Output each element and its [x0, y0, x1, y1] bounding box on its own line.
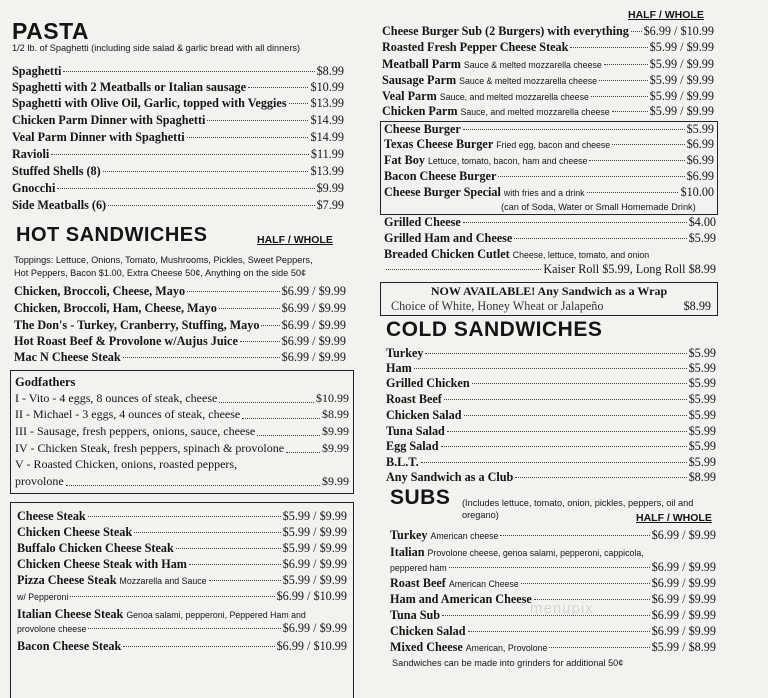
menu-item: Stuffed Shells (8) $13.99 [12, 164, 344, 178]
menu-item: Chicken, Broccoli, Cheese, Mayo $6.99 / $9.99 [14, 284, 346, 298]
hot-sandwiches-heading: HOT SANDWICHES [16, 224, 208, 246]
subs-heading: SUBS [390, 486, 451, 509]
menu-item: Roasted Fresh Pepper Cheese Steak $5.99 / $9.99 [382, 40, 714, 54]
menu-item: Chicken Salad $5.99 [386, 408, 716, 422]
menu-item: Spaghetti with 2 Meatballs or Italian sausage $10.99 [12, 80, 344, 94]
menu-item: Italian Provolone cheese, genoa salami, pepperoni, cappicola, [390, 545, 644, 559]
menu-item: Chicken Salad $6.99 / $9.99 [390, 624, 716, 638]
menu-item: Turkey American cheese $6.99 / $9.99 [390, 528, 716, 542]
menu-item: Cheese Burger Sub (2 Burgers) with everything $6.99 / $10.99 [382, 24, 714, 38]
wrap-title: NOW AVAILABLE! Any Sandwich as a Wrap [430, 284, 668, 298]
menu-item: Meatball Parm Sauce & melted mozzarella cheese $5.99 / $9.99 [382, 57, 714, 71]
menu-item: Side Meatballs (6) $7.99 [12, 198, 344, 212]
menu-item: II - Michael - 3 eggs, 4 ounces of steak, cheese $8.99 [15, 407, 349, 422]
cheese-steak-box [10, 502, 354, 698]
menu-item: Cheese Burger $5.99 [384, 122, 714, 136]
menu-item: Spaghetti $8.99 [12, 64, 344, 78]
menu-item: Veal Parm Dinner with Spaghetti $14.99 [12, 130, 344, 144]
burger-box [380, 121, 718, 215]
menu-item: Texas Cheese Burger Fried egg, bacon and cheese $6.99 [384, 137, 714, 151]
godfathers-box [10, 370, 354, 494]
menu-item: III - Sausage, fresh peppers, onions, sauce, cheese $9.99 [15, 424, 349, 439]
menu-item: Egg Salad $5.99 [386, 439, 716, 453]
pasta-heading: PASTA [12, 18, 90, 44]
menu-item: Gnocchi $9.99 [12, 181, 344, 195]
menu-item: Cheese Steak $5.99 / $9.99 [17, 509, 347, 523]
menu-item: Chicken Cheese Steak $5.99 / $9.99 [17, 525, 347, 539]
godfathers-heading: Godfathers [15, 375, 76, 389]
menu-item: w/ Pepperoni $6.99 / $10.99 [17, 589, 347, 603]
pasta-note: 1/2 lb. of Spaghetti (including side salad & garlic bread with all dinners) [12, 43, 301, 53]
menu-item: Pizza Cheese Steak Mozzarella and Sauce $5.99 / $9.99 [17, 573, 347, 587]
wrap-box [380, 282, 718, 316]
toppings-note: Toppings: Lettuce, Onions, Tomato, Mushrooms, Pickles, Sweet Peppers, [14, 255, 313, 265]
toppings-note-2: Hot Peppers, Bacon $1.00, Extra Cheese 50¢, Anything on the side 50¢ [14, 268, 307, 278]
watermark: menupix [530, 600, 594, 617]
wrap-price: $8.99 [683, 299, 711, 313]
burger-special-note: (can of Soda, Water or Small Homemade Drink) [501, 202, 696, 212]
half-whole-label: HALF / WHOLE [628, 9, 704, 21]
menu-item: Sausage Parm Sauce & melted mozzarella cheese $5.99 / $9.99 [382, 73, 714, 87]
menu-item: Tuna Sub $6.99 / $9.99 [390, 608, 716, 622]
menu-item: Grilled Cheese $4.00 [384, 215, 716, 229]
menu-item: Ham and American Cheese $6.99 / $9.99 [390, 592, 716, 606]
menu-item: V - Roasted Chicken, onions, roasted peppers, [15, 457, 238, 471]
menu-item: Ravioli $11.99 [12, 147, 344, 161]
menu-item: provolone cheese $6.99 / $9.99 [17, 621, 347, 635]
menu-item: provolone $9.99 [15, 474, 349, 489]
menu-item: Buffalo Chicken Cheese Steak $5.99 / $9.99 [17, 541, 347, 555]
menu-item: Bacon Cheese Burger $6.99 [384, 169, 714, 183]
menu-item: Chicken, Broccoli, Ham, Cheese, Mayo $6.99 / $9.99 [14, 301, 346, 315]
menu-item: Cheese Burger Special with fries and a drink $10.00 [384, 185, 714, 199]
menu-item: Chicken Cheese Steak with Ham $6.99 / $9.99 [17, 557, 347, 571]
subs-footer: Sandwiches can be made into grinders for additional 50¢ [392, 658, 624, 668]
menu-item: Kaiser Roll $5.99, Long Roll $8.99 [384, 262, 716, 277]
menu-item: IV - Chicken Steak, fresh peppers, spinach & provolone $9.99 [15, 441, 349, 456]
menu-item: Roast Beef American Cheese $6.99 / $9.99 [390, 576, 716, 590]
menu-item: Turkey $5.99 [386, 346, 716, 360]
menu-item: I - Vito - 4 eggs, 8 ounces of steak, cheese $10.99 [15, 391, 349, 406]
menu-item: The Don's - Turkey, Cranberry, Stuffing, Mayo $6.99 / $9.99 [14, 318, 346, 332]
menu-item: Bacon Cheese Steak $6.99 / $10.99 [17, 639, 347, 653]
menu-item: Spaghetti with Olive Oil, Garlic, topped with Veggies $13.99 [12, 96, 344, 110]
menu-item: Mac N Cheese Steak $6.99 / $9.99 [14, 350, 346, 364]
menu-item: Veal Parm Sauce, and melted mozzarella cheese $5.99 / $9.99 [382, 89, 714, 103]
wrap-choice: Choice of White, Honey Wheat or Jalapeño [391, 299, 604, 313]
menu-item: Hot Roast Beef & Provolone w/Aujus Juice $6.99 / $9.99 [14, 334, 346, 348]
menu-item: Chicken Parm Sauce, and melted mozzarella cheese $5.99 / $9.99 [382, 104, 714, 118]
menu-item: Grilled Chicken $5.99 [386, 376, 716, 390]
menu-item: Fat Boy Lettuce, tomato, bacon, ham and cheese $6.99 [384, 153, 714, 167]
half-whole-label: HALF / WHOLE [257, 234, 333, 246]
subs-note: (Includes lettuce, tomato, onion, pickles, peppers, oil and oregano) [462, 498, 694, 520]
menu-item: peppered ham $6.99 / $9.99 [390, 560, 716, 574]
menu-item: Ham $5.99 [386, 361, 716, 375]
menu-item: B.L.T. $5.99 [386, 455, 716, 469]
menu-item: Italian Cheese Steak Genoa salami, pepperoni, Peppered Ham and [17, 607, 306, 621]
menu-item: Breaded Chicken Cutlet Cheese, lettuce, tomato, and onion [384, 247, 650, 261]
menu-item: Mixed Cheese American, Provolone $5.99 / $8.99 [390, 640, 716, 654]
menu-item: Grilled Ham and Cheese $5.99 [384, 231, 716, 245]
half-whole-label: HALF / WHOLE [636, 512, 712, 524]
menu-item: Any Sandwich as a Club $8.99 [386, 470, 716, 484]
menu-item: Tuna Salad $5.99 [386, 424, 716, 438]
cold-sandwiches-heading: COLD SANDWICHES [386, 318, 603, 341]
menu-item: Roast Beef $5.99 [386, 392, 716, 406]
menu-item: Chicken Parm Dinner with Spaghetti $14.99 [12, 113, 344, 127]
